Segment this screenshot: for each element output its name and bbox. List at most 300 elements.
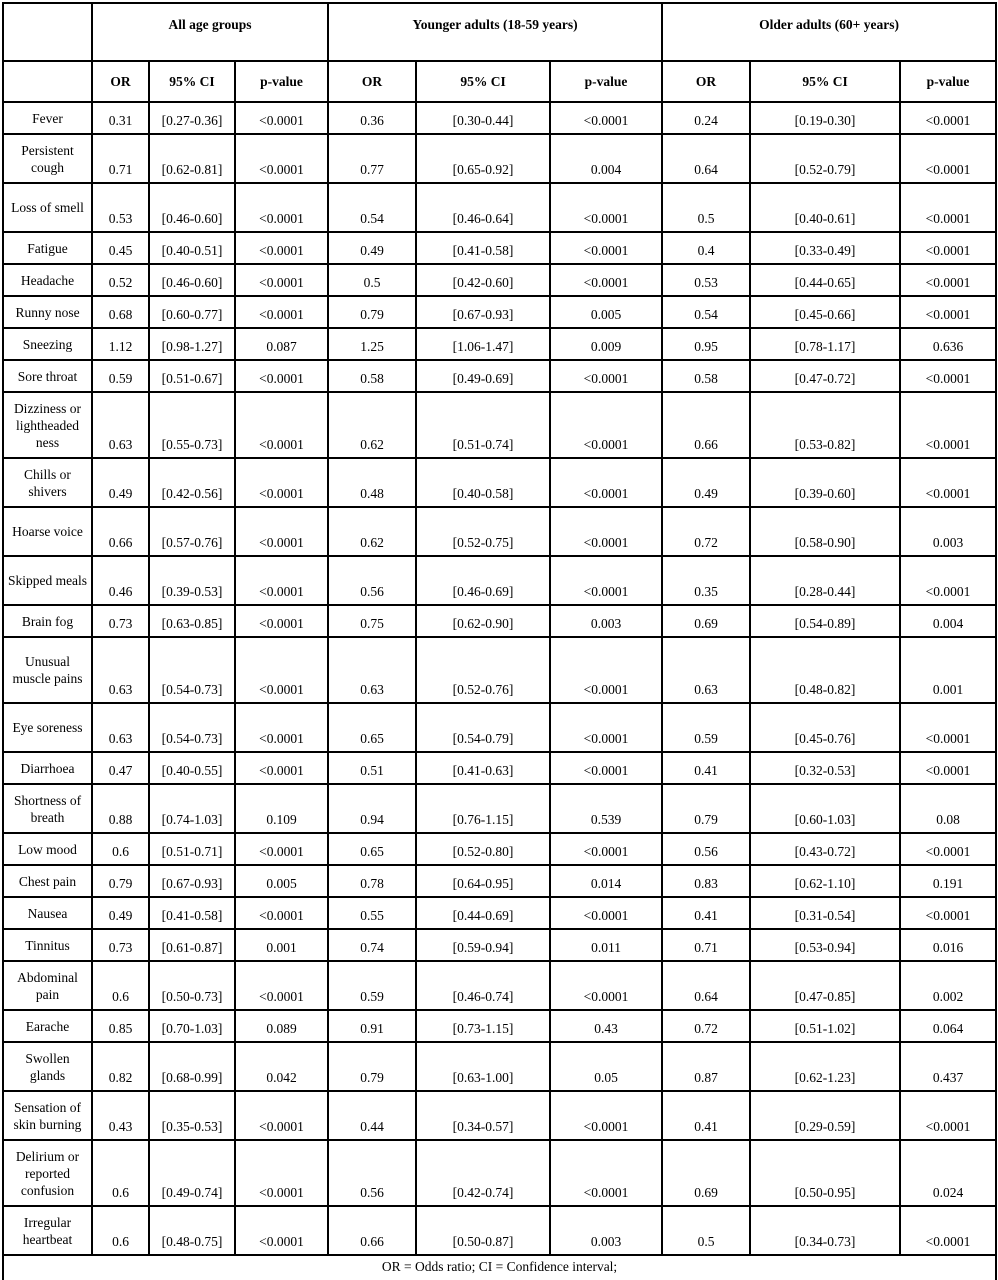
- ci-all-cell: [0.67-0.93]: [149, 865, 235, 897]
- or-all-cell: 0.6: [92, 833, 149, 865]
- or-older-cell: 0.69: [662, 1140, 750, 1206]
- p-older-cell: 0.003: [900, 507, 996, 556]
- p-older-cell: <0.0001: [900, 458, 996, 507]
- p-all-cell: 0.005: [235, 865, 328, 897]
- ci-younger-cell: [0.67-0.93]: [416, 296, 550, 328]
- or-younger-cell: 1.25: [328, 328, 416, 360]
- or-all-cell: 0.6: [92, 961, 149, 1010]
- odds-ratio-table: [2, 2, 997, 1280]
- or-older-cell: 0.41: [662, 752, 750, 784]
- ci-younger-cell: [0.50-0.87]: [416, 1206, 550, 1255]
- footnote: OR = Odds ratio; CI = Confidence interval;: [3, 1255, 996, 1280]
- footnote-row: [3, 1255, 996, 1280]
- ci-all-cell: [0.98-1.27]: [149, 328, 235, 360]
- ci-older-cell: [0.44-0.65]: [750, 264, 900, 296]
- or-all-cell: 0.53: [92, 183, 149, 232]
- ci-older-cell: [0.33-0.49]: [750, 232, 900, 264]
- or-younger-cell: 0.77: [328, 134, 416, 183]
- ci-older-cell: [0.60-1.03]: [750, 784, 900, 833]
- or-all-cell: 0.88: [92, 784, 149, 833]
- p-older-cell: <0.0001: [900, 264, 996, 296]
- ci-older-cell: [0.58-0.90]: [750, 507, 900, 556]
- or-older-cell: 0.71: [662, 929, 750, 961]
- ci-younger-cell: [0.42-0.74]: [416, 1140, 550, 1206]
- or-older-cell: 0.79: [662, 784, 750, 833]
- table-row: [3, 458, 996, 507]
- or-older-cell: 0.87: [662, 1042, 750, 1091]
- p-older-cell: <0.0001: [900, 232, 996, 264]
- or-younger-cell: 0.65: [328, 703, 416, 752]
- ci-younger-cell: [0.54-0.79]: [416, 703, 550, 752]
- ci-younger-cell: [0.52-0.80]: [416, 833, 550, 865]
- symptom-cell: Fever: [3, 102, 92, 134]
- or-younger-cell: 0.59: [328, 961, 416, 1010]
- p-all-cell: <0.0001: [235, 392, 328, 458]
- or-all-cell: 0.82: [92, 1042, 149, 1091]
- or-older-cell: 0.72: [662, 1010, 750, 1042]
- ci-younger-cell: [0.41-0.63]: [416, 752, 550, 784]
- ci-younger-cell: [0.34-0.57]: [416, 1091, 550, 1140]
- symptom-cell: Earache: [3, 1010, 92, 1042]
- or-older-cell: 0.35: [662, 556, 750, 605]
- ci-younger-cell: [0.41-0.58]: [416, 232, 550, 264]
- p-older-cell: 0.002: [900, 961, 996, 1010]
- p-older-cell: <0.0001: [900, 296, 996, 328]
- or-older-cell: 0.59: [662, 703, 750, 752]
- table-row: [3, 183, 996, 232]
- table-row: [3, 1010, 996, 1042]
- ci-older-cell: [0.34-0.73]: [750, 1206, 900, 1255]
- p-older-cell: 0.08: [900, 784, 996, 833]
- p-younger-cell: <0.0001: [550, 232, 662, 264]
- symptom-cell: Sensation of skin burning: [3, 1091, 92, 1140]
- ci-younger-cell: [0.64-0.95]: [416, 865, 550, 897]
- or-all-cell: 1.12: [92, 328, 149, 360]
- table-row: [3, 1091, 996, 1140]
- symptom-cell: Eye soreness: [3, 703, 92, 752]
- table-row: [3, 392, 996, 458]
- ci-older-cell: [0.51-1.02]: [750, 1010, 900, 1042]
- p-older-cell: 0.636: [900, 328, 996, 360]
- p-younger-cell: <0.0001: [550, 752, 662, 784]
- p-all-cell: 0.089: [235, 1010, 328, 1042]
- p-younger-cell: <0.0001: [550, 833, 662, 865]
- p-younger-cell: <0.0001: [550, 1091, 662, 1140]
- symptom-cell: Swollen glands: [3, 1042, 92, 1091]
- p-all-cell: 0.001: [235, 929, 328, 961]
- or-younger-cell: 0.51: [328, 752, 416, 784]
- subheader-p-value: p-value: [550, 61, 662, 102]
- ci-younger-cell: [0.62-0.90]: [416, 605, 550, 637]
- ci-older-cell: [0.43-0.72]: [750, 833, 900, 865]
- p-all-cell: <0.0001: [235, 1091, 328, 1140]
- or-younger-cell: 0.65: [328, 833, 416, 865]
- ci-all-cell: [0.27-0.36]: [149, 102, 235, 134]
- table-row: [3, 865, 996, 897]
- or-younger-cell: 0.48: [328, 458, 416, 507]
- table-row: [3, 134, 996, 183]
- or-younger-cell: 0.62: [328, 392, 416, 458]
- table-row: [3, 784, 996, 833]
- p-all-cell: <0.0001: [235, 897, 328, 929]
- ci-younger-cell: [0.46-0.74]: [416, 961, 550, 1010]
- or-all-cell: 0.85: [92, 1010, 149, 1042]
- p-older-cell: <0.0001: [900, 897, 996, 929]
- ci-younger-cell: [0.76-1.15]: [416, 784, 550, 833]
- p-younger-cell: <0.0001: [550, 360, 662, 392]
- table-row: [3, 752, 996, 784]
- symptom-cell: Diarrhoea: [3, 752, 92, 784]
- or-older-cell: 0.24: [662, 102, 750, 134]
- subheader-p-value: p-value: [235, 61, 328, 102]
- ci-younger-cell: [0.65-0.92]: [416, 134, 550, 183]
- p-all-cell: <0.0001: [235, 703, 328, 752]
- p-all-cell: <0.0001: [235, 458, 328, 507]
- p-older-cell: 0.004: [900, 605, 996, 637]
- or-all-cell: 0.49: [92, 897, 149, 929]
- symptom-cell: Dizziness or lightheaded ness: [3, 392, 92, 458]
- ci-younger-cell: [0.49-0.69]: [416, 360, 550, 392]
- p-all-cell: <0.0001: [235, 296, 328, 328]
- subheader-ci: 95% CI: [750, 61, 900, 102]
- table-row: [3, 1206, 996, 1255]
- ci-younger-cell: [0.52-0.76]: [416, 637, 550, 703]
- ci-younger-cell: [0.40-0.58]: [416, 458, 550, 507]
- ci-younger-cell: [0.44-0.69]: [416, 897, 550, 929]
- p-all-cell: <0.0001: [235, 232, 328, 264]
- p-older-cell: <0.0001: [900, 833, 996, 865]
- or-younger-cell: 0.74: [328, 929, 416, 961]
- or-older-cell: 0.56: [662, 833, 750, 865]
- symptom-column-header: [3, 3, 92, 61]
- or-all-cell: 0.43: [92, 1091, 149, 1140]
- p-older-cell: 0.024: [900, 1140, 996, 1206]
- ci-older-cell: [0.39-0.60]: [750, 458, 900, 507]
- subheader-or: OR: [328, 61, 416, 102]
- table-row: [3, 328, 996, 360]
- p-younger-cell: <0.0001: [550, 897, 662, 929]
- table-row: [3, 360, 996, 392]
- table-row: [3, 507, 996, 556]
- or-younger-cell: 0.94: [328, 784, 416, 833]
- ci-all-cell: [0.57-0.76]: [149, 507, 235, 556]
- ci-older-cell: [0.62-1.10]: [750, 865, 900, 897]
- symptom-cell: Chest pain: [3, 865, 92, 897]
- ci-older-cell: [0.78-1.17]: [750, 328, 900, 360]
- or-younger-cell: 0.58: [328, 360, 416, 392]
- ci-all-cell: [0.54-0.73]: [149, 703, 235, 752]
- or-older-cell: 0.66: [662, 392, 750, 458]
- table-row: [3, 897, 996, 929]
- symptom-cell: Low mood: [3, 833, 92, 865]
- symptom-cell: Sore throat: [3, 360, 92, 392]
- p-all-cell: <0.0001: [235, 134, 328, 183]
- subheader-ci: 95% CI: [149, 61, 235, 102]
- ci-all-cell: [0.40-0.51]: [149, 232, 235, 264]
- symptom-cell: Irregular heartbeat: [3, 1206, 92, 1255]
- p-younger-cell: <0.0001: [550, 183, 662, 232]
- or-all-cell: 0.49: [92, 458, 149, 507]
- p-all-cell: <0.0001: [235, 637, 328, 703]
- p-younger-cell: <0.0001: [550, 961, 662, 1010]
- ci-all-cell: [0.51-0.67]: [149, 360, 235, 392]
- ci-all-cell: [0.63-0.85]: [149, 605, 235, 637]
- ci-older-cell: [0.47-0.85]: [750, 961, 900, 1010]
- ci-all-cell: [0.74-1.03]: [149, 784, 235, 833]
- symptom-cell: Loss of smell: [3, 183, 92, 232]
- or-all-cell: 0.66: [92, 507, 149, 556]
- or-all-cell: 0.45: [92, 232, 149, 264]
- or-all-cell: 0.63: [92, 392, 149, 458]
- or-all-cell: 0.63: [92, 703, 149, 752]
- p-older-cell: 0.191: [900, 865, 996, 897]
- ci-all-cell: [0.51-0.71]: [149, 833, 235, 865]
- p-all-cell: <0.0001: [235, 1140, 328, 1206]
- ci-younger-cell: [0.59-0.94]: [416, 929, 550, 961]
- subheader-blank: [3, 61, 92, 102]
- table-row: [3, 961, 996, 1010]
- ci-older-cell: [0.53-0.82]: [750, 392, 900, 458]
- p-older-cell: <0.0001: [900, 752, 996, 784]
- or-younger-cell: 0.66: [328, 1206, 416, 1255]
- ci-all-cell: [0.61-0.87]: [149, 929, 235, 961]
- subheader-ci: 95% CI: [416, 61, 550, 102]
- or-all-cell: 0.71: [92, 134, 149, 183]
- table-row: [3, 102, 996, 134]
- or-older-cell: 0.4: [662, 232, 750, 264]
- table-body: [3, 102, 996, 1255]
- ci-older-cell: [0.45-0.76]: [750, 703, 900, 752]
- symptom-cell: Fatigue: [3, 232, 92, 264]
- group-header-all-ages: All age groups: [92, 3, 328, 61]
- or-younger-cell: 0.91: [328, 1010, 416, 1042]
- p-older-cell: <0.0001: [900, 1091, 996, 1140]
- p-all-cell: <0.0001: [235, 556, 328, 605]
- ci-older-cell: [0.53-0.94]: [750, 929, 900, 961]
- p-older-cell: <0.0001: [900, 556, 996, 605]
- symptom-cell: Delirium or reported confusion: [3, 1140, 92, 1206]
- or-younger-cell: 0.56: [328, 556, 416, 605]
- table-row: [3, 929, 996, 961]
- or-all-cell: 0.31: [92, 102, 149, 134]
- p-all-cell: 0.087: [235, 328, 328, 360]
- ci-all-cell: [0.70-1.03]: [149, 1010, 235, 1042]
- or-younger-cell: 0.78: [328, 865, 416, 897]
- ci-older-cell: [0.45-0.66]: [750, 296, 900, 328]
- subheader-row: [3, 61, 996, 102]
- group-header-younger-adults: Younger adults (18-59 years): [328, 3, 662, 61]
- ci-all-cell: [0.50-0.73]: [149, 961, 235, 1010]
- p-younger-cell: <0.0001: [550, 392, 662, 458]
- symptom-cell: Persistent cough: [3, 134, 92, 183]
- or-younger-cell: 0.49: [328, 232, 416, 264]
- ci-all-cell: [0.62-0.81]: [149, 134, 235, 183]
- or-all-cell: 0.46: [92, 556, 149, 605]
- or-older-cell: 0.72: [662, 507, 750, 556]
- p-all-cell: <0.0001: [235, 605, 328, 637]
- or-younger-cell: 0.55: [328, 897, 416, 929]
- ci-all-cell: [0.55-0.73]: [149, 392, 235, 458]
- p-younger-cell: <0.0001: [550, 102, 662, 134]
- symptom-cell: Runny nose: [3, 296, 92, 328]
- or-all-cell: 0.52: [92, 264, 149, 296]
- symptom-cell: Headache: [3, 264, 92, 296]
- ci-older-cell: [0.50-0.95]: [750, 1140, 900, 1206]
- or-all-cell: 0.73: [92, 929, 149, 961]
- or-younger-cell: 0.79: [328, 296, 416, 328]
- p-older-cell: <0.0001: [900, 1206, 996, 1255]
- or-younger-cell: 0.63: [328, 637, 416, 703]
- p-younger-cell: 0.011: [550, 929, 662, 961]
- ci-all-cell: [0.54-0.73]: [149, 637, 235, 703]
- p-younger-cell: <0.0001: [550, 458, 662, 507]
- p-younger-cell: 0.003: [550, 1206, 662, 1255]
- or-older-cell: 0.64: [662, 961, 750, 1010]
- or-older-cell: 0.54: [662, 296, 750, 328]
- subheader-or: OR: [662, 61, 750, 102]
- ci-all-cell: [0.35-0.53]: [149, 1091, 235, 1140]
- table-row: [3, 556, 996, 605]
- group-header-row: [3, 3, 996, 61]
- ci-all-cell: [0.60-0.77]: [149, 296, 235, 328]
- p-older-cell: <0.0001: [900, 392, 996, 458]
- table-row: [3, 232, 996, 264]
- p-younger-cell: 0.014: [550, 865, 662, 897]
- or-all-cell: 0.6: [92, 1206, 149, 1255]
- ci-all-cell: [0.68-0.99]: [149, 1042, 235, 1091]
- symptom-cell: Brain fog: [3, 605, 92, 637]
- ci-all-cell: [0.49-0.74]: [149, 1140, 235, 1206]
- p-younger-cell: <0.0001: [550, 264, 662, 296]
- or-all-cell: 0.47: [92, 752, 149, 784]
- ci-younger-cell: [0.73-1.15]: [416, 1010, 550, 1042]
- p-younger-cell: 0.43: [550, 1010, 662, 1042]
- p-all-cell: <0.0001: [235, 183, 328, 232]
- ci-younger-cell: [0.52-0.75]: [416, 507, 550, 556]
- or-older-cell: 0.64: [662, 134, 750, 183]
- table-row: [3, 264, 996, 296]
- or-younger-cell: 0.5: [328, 264, 416, 296]
- or-all-cell: 0.68: [92, 296, 149, 328]
- table-row: [3, 1042, 996, 1091]
- ci-all-cell: [0.46-0.60]: [149, 264, 235, 296]
- table-row: [3, 833, 996, 865]
- table-row: [3, 703, 996, 752]
- ci-older-cell: [0.54-0.89]: [750, 605, 900, 637]
- or-younger-cell: 0.62: [328, 507, 416, 556]
- or-all-cell: 0.79: [92, 865, 149, 897]
- p-younger-cell: <0.0001: [550, 507, 662, 556]
- ci-older-cell: [0.48-0.82]: [750, 637, 900, 703]
- ci-all-cell: [0.41-0.58]: [149, 897, 235, 929]
- symptom-cell: Skipped meals: [3, 556, 92, 605]
- or-older-cell: 0.95: [662, 328, 750, 360]
- p-older-cell: <0.0001: [900, 134, 996, 183]
- p-older-cell: 0.001: [900, 637, 996, 703]
- p-all-cell: <0.0001: [235, 833, 328, 865]
- symptom-cell: Chills or shivers: [3, 458, 92, 507]
- or-older-cell: 0.5: [662, 1206, 750, 1255]
- p-all-cell: <0.0001: [235, 102, 328, 134]
- p-older-cell: <0.0001: [900, 360, 996, 392]
- or-all-cell: 0.73: [92, 605, 149, 637]
- ci-older-cell: [0.28-0.44]: [750, 556, 900, 605]
- or-older-cell: 0.83: [662, 865, 750, 897]
- ci-older-cell: [0.19-0.30]: [750, 102, 900, 134]
- p-younger-cell: 0.004: [550, 134, 662, 183]
- p-all-cell: <0.0001: [235, 752, 328, 784]
- or-all-cell: 0.63: [92, 637, 149, 703]
- table-row: [3, 1140, 996, 1206]
- p-younger-cell: <0.0001: [550, 1140, 662, 1206]
- p-older-cell: 0.064: [900, 1010, 996, 1042]
- table-row: [3, 637, 996, 703]
- ci-all-cell: [0.40-0.55]: [149, 752, 235, 784]
- p-all-cell: <0.0001: [235, 961, 328, 1010]
- or-younger-cell: 0.56: [328, 1140, 416, 1206]
- or-older-cell: 0.69: [662, 605, 750, 637]
- p-younger-cell: 0.05: [550, 1042, 662, 1091]
- or-older-cell: 0.5: [662, 183, 750, 232]
- p-all-cell: <0.0001: [235, 507, 328, 556]
- subheader-p-value: p-value: [900, 61, 996, 102]
- ci-older-cell: [0.32-0.53]: [750, 752, 900, 784]
- ci-younger-cell: [1.06-1.47]: [416, 328, 550, 360]
- symptom-cell: Unusual muscle pains: [3, 637, 92, 703]
- symptom-cell: Hoarse voice: [3, 507, 92, 556]
- ci-all-cell: [0.48-0.75]: [149, 1206, 235, 1255]
- ci-younger-cell: [0.63-1.00]: [416, 1042, 550, 1091]
- p-all-cell: <0.0001: [235, 360, 328, 392]
- or-all-cell: 0.6: [92, 1140, 149, 1206]
- symptom-cell: Sneezing: [3, 328, 92, 360]
- table-row: [3, 605, 996, 637]
- or-older-cell: 0.53: [662, 264, 750, 296]
- or-younger-cell: 0.44: [328, 1091, 416, 1140]
- ci-younger-cell: [0.46-0.64]: [416, 183, 550, 232]
- ci-older-cell: [0.47-0.72]: [750, 360, 900, 392]
- ci-younger-cell: [0.51-0.74]: [416, 392, 550, 458]
- or-younger-cell: 0.36: [328, 102, 416, 134]
- p-older-cell: <0.0001: [900, 703, 996, 752]
- ci-older-cell: [0.62-1.23]: [750, 1042, 900, 1091]
- p-all-cell: 0.109: [235, 784, 328, 833]
- p-older-cell: <0.0001: [900, 102, 996, 134]
- or-younger-cell: 0.79: [328, 1042, 416, 1091]
- or-younger-cell: 0.54: [328, 183, 416, 232]
- p-younger-cell: <0.0001: [550, 703, 662, 752]
- group-header-older-adults: Older adults (60+ years): [662, 3, 996, 61]
- p-younger-cell: 0.003: [550, 605, 662, 637]
- subheader-or: OR: [92, 61, 149, 102]
- symptom-cell: Tinnitus: [3, 929, 92, 961]
- or-older-cell: 0.41: [662, 1091, 750, 1140]
- p-younger-cell: 0.009: [550, 328, 662, 360]
- ci-older-cell: [0.29-0.59]: [750, 1091, 900, 1140]
- or-younger-cell: 0.75: [328, 605, 416, 637]
- table-row: [3, 296, 996, 328]
- p-younger-cell: 0.539: [550, 784, 662, 833]
- ci-all-cell: [0.46-0.60]: [149, 183, 235, 232]
- ci-older-cell: [0.40-0.61]: [750, 183, 900, 232]
- symptom-cell: Nausea: [3, 897, 92, 929]
- ci-younger-cell: [0.46-0.69]: [416, 556, 550, 605]
- ci-all-cell: [0.42-0.56]: [149, 458, 235, 507]
- symptom-cell: Abdominal pain: [3, 961, 92, 1010]
- symptom-cell: Shortness of breath: [3, 784, 92, 833]
- ci-all-cell: [0.39-0.53]: [149, 556, 235, 605]
- p-younger-cell: <0.0001: [550, 556, 662, 605]
